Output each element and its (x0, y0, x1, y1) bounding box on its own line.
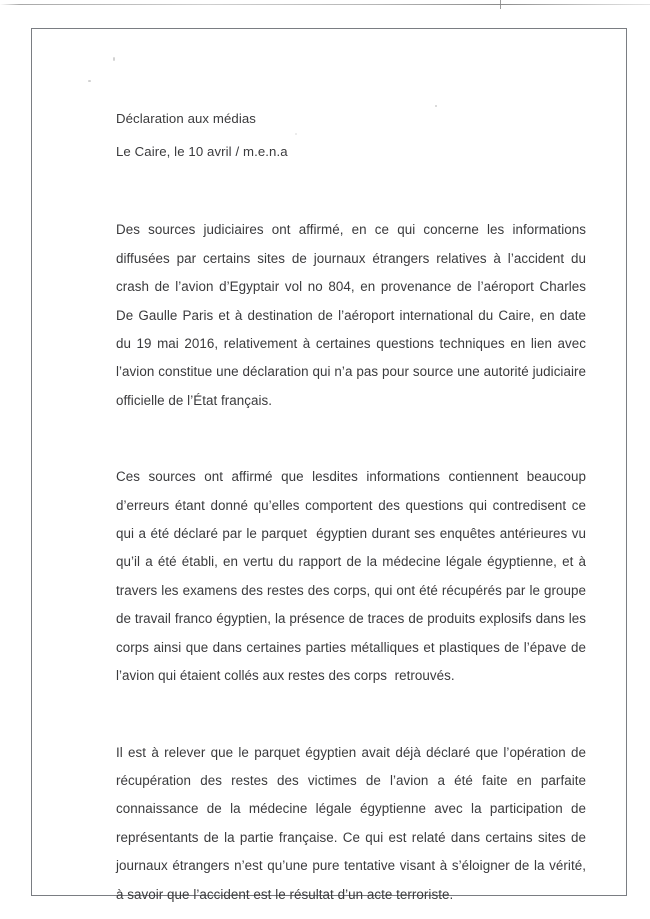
body-paragraph-2: Ces sources ont affirmé que lesdites informations contiennent beaucoup d’erreurs étant donné qu’elles comportent des questions qui contredisent ce qui a été déclaré par le parquet égyptien durant ses enquêtes antérieures vu qu’il a été établi, en vertu du rapport de la médecine légale égyptienne, et à travers les examens des restes des corps, qui ont été récupérés par le groupe de travail franco égyptien, la présence de traces de produits explosifs dans les corps ainsi que dans certaines parties métalliques et plastiques de l’épave de l’avion qui étaient collés aux restes des corps retrouvés. (116, 469, 590, 684)
spacer (116, 691, 586, 739)
spacer (116, 178, 586, 216)
scan-artifact-tick (500, 0, 501, 9)
body-paragraph-1: Des sources judiciaires ont affirmé, en ce qui concerne les informations diffusées par certains sites de journaux étrangers relatives à l’accident du crash de l’avion d’Egyptair vol no 804, en provenance de l’aéroport Charles De Gaulle Paris et à destination de l’aéroport international du Caire, en date du 19 mai 2016, relativement à certaines questions techniques en lien avec l’avion constitue une déclaration qui n’a pas pour source une autorité judiciaire officielle de l’État français. (116, 222, 590, 408)
document-title: Déclaration aux médias (116, 111, 257, 126)
body-paragraph-3: Il est à relever que le parquet égyptien avait déjà déclaré que l’opération de récupération des restes des victimes de l’avion a été faite en parfaite connaissance de la médecine légale égyptienne avec la participation de représentants de la partie française. Ce qui est relaté dans certains sites de journaux étrangers n’est qu’une pure tentative visant à s’éloigner de la vérité, à savoir que l’accident est le résultat d’un acte terroriste. (116, 744, 590, 902)
spacer (116, 415, 586, 463)
scan-artifact-line (0, 4, 650, 5)
document-dateline: Le Caire, le 10 avril / m.e.n.a (116, 144, 288, 160)
document-body (116, 111, 590, 909)
